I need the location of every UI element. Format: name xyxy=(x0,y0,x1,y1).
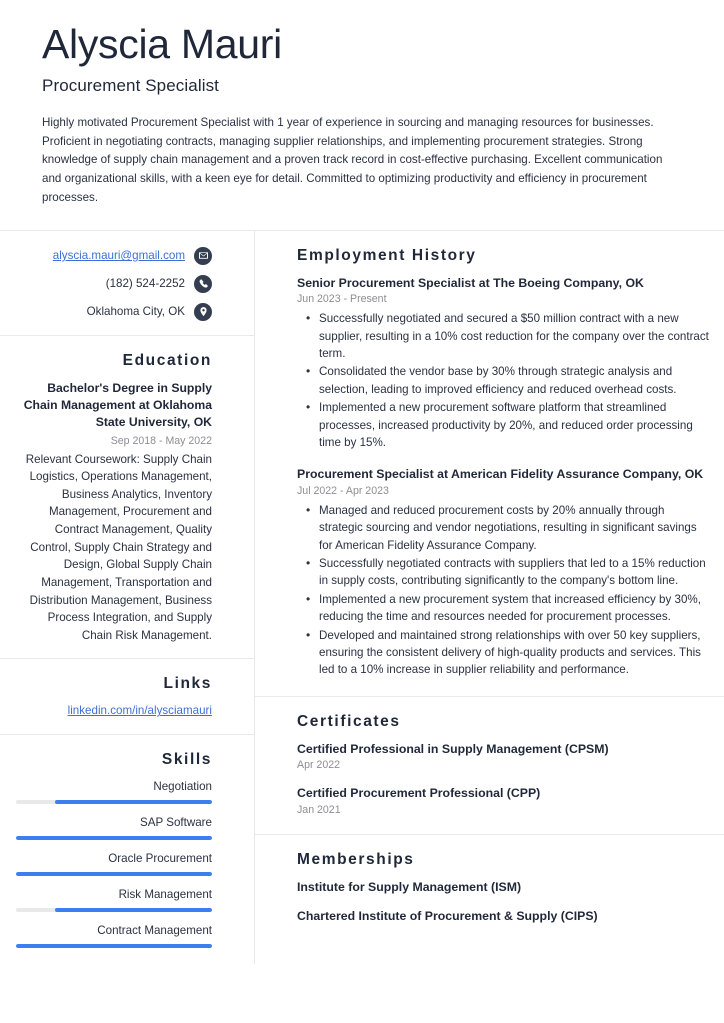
skill-bar-track xyxy=(16,836,212,840)
bullet-item: • Consolidated the vendor base by 30% through strategic analysis and selection, leading to improved efficiency and reduced overhead costs. xyxy=(319,363,710,398)
resume-header xyxy=(0,0,724,230)
resume-body xyxy=(0,231,724,964)
employment-bullets xyxy=(297,502,710,679)
skill-bar-fill xyxy=(16,872,212,876)
certificate-date: Jan 2021 xyxy=(297,803,341,816)
phone-number: (182) 524-2252 xyxy=(105,277,185,291)
contact-section xyxy=(0,231,254,336)
bullet-item: • Implemented a new procurement system that increased efficiency by 30%, reducing the time and resources needed for procurement processes. xyxy=(319,591,710,626)
employment-entry xyxy=(297,466,710,678)
page-title: Alyscia Mauri xyxy=(42,21,282,67)
certificate-entry xyxy=(297,741,710,773)
contact-row-email[interactable] xyxy=(16,247,212,265)
education-degree: Bachelor's Degree in Supply Chain Management at Oklahoma State University, OK xyxy=(23,380,212,430)
employment-entry-date: Jun 2023 - Present xyxy=(297,293,387,306)
bullet-item: • Managed and reduced procurement costs by 20% annually through strategic sourcing and vendor negotiations, resulting in significant savings for American Fidelity Assurance Company. xyxy=(319,502,710,554)
linkedin-link[interactable]: linkedin.com/in/alysciamauri xyxy=(67,704,212,718)
employment-entry-title: Senior Procurement Specialist at The Boeing Company, OK xyxy=(297,275,644,290)
skill-bar-fill xyxy=(16,836,212,840)
employment-bullets xyxy=(297,310,710,451)
links-section xyxy=(0,659,254,734)
skill-bar-track xyxy=(16,908,212,912)
skill-item xyxy=(16,851,212,876)
education-title: Education xyxy=(122,351,212,369)
certificate-entry xyxy=(297,785,710,817)
skill-label: Risk Management xyxy=(118,887,212,901)
education-description: Relevant Coursework: Supply Chain Logistics, Operations Management, Business Analytics, Inventory Management, Procurement and Contract Management, Quality Control, Supply Chain Strategy and Design, Global Supply Chain Management, Transportation and Distribution Management, Business Process Integration, and Supply Chain Risk Management. xyxy=(25,452,212,642)
education-entry xyxy=(16,380,212,645)
certificates-title: Certificates xyxy=(297,712,401,730)
memberships-section xyxy=(255,835,724,941)
envelope-icon xyxy=(194,247,212,265)
skill-item xyxy=(16,779,212,804)
skill-bar-track xyxy=(16,872,212,876)
map-pin-icon xyxy=(194,303,212,321)
membership-entry: Institute for Supply Management (ISM) xyxy=(297,879,522,894)
bullet-item: • Implemented a new procurement software platform that streamlined processes, increased productivity by 20%, and reduced order processing time by 15%. xyxy=(319,399,710,451)
skill-item xyxy=(16,923,212,948)
certificate-name: Certified Professional in Supply Management (CPSM) xyxy=(297,741,609,756)
membership-entry: Chartered Institute of Procurement & Supply (CIPS) xyxy=(297,909,598,924)
employment-title: Employment History xyxy=(297,246,477,264)
main-content xyxy=(255,231,724,941)
phone-icon xyxy=(194,275,212,293)
bullet-item: • Successfully negotiated contracts with suppliers that led to a 15% reduction in supply costs, contributing significantly to the company's bottom line. xyxy=(319,555,710,590)
skill-item xyxy=(16,887,212,912)
employment-entry xyxy=(297,275,710,452)
links-title: Links xyxy=(163,675,212,693)
skill-label: Oracle Procurement xyxy=(108,851,212,865)
link-item[interactable] xyxy=(16,703,212,719)
skill-label: Contract Management xyxy=(97,923,212,937)
skill-bar-fill xyxy=(55,800,212,804)
memberships-title: Memberships xyxy=(297,850,415,868)
education-section xyxy=(0,336,254,660)
education-date: Sep 2018 - May 2022 xyxy=(110,434,212,447)
certificate-name: Certified Procurement Professional (CPP) xyxy=(297,786,541,801)
skill-label: Negotiation xyxy=(153,779,212,793)
skill-item xyxy=(16,815,212,840)
employment-entry-title: Procurement Specialist at American Fidelity Assurance Company, OK xyxy=(297,467,704,482)
skill-list xyxy=(16,779,212,948)
skill-bar-fill xyxy=(16,944,212,948)
location-text: Oklahoma City, OK xyxy=(86,305,185,319)
bullet-item: • Developed and maintained strong relationships with over 50 key suppliers, ensuring the consistent delivery of high-quality products and services. This led to a 10% increase in supplier reliability and performance. xyxy=(319,627,710,679)
skills-title: Skills xyxy=(161,750,212,768)
skill-bar-fill xyxy=(55,908,212,912)
employment-section xyxy=(255,231,724,697)
employment-entry-date: Jul 2022 - Apr 2023 xyxy=(297,484,389,497)
skill-bar-track xyxy=(16,944,212,948)
skills-section xyxy=(0,735,254,964)
certificate-date: Apr 2022 xyxy=(297,759,340,772)
contact-row-location xyxy=(16,303,212,321)
job-title: Procurement Specialist xyxy=(42,75,219,95)
contact-row-phone xyxy=(16,275,212,293)
skill-bar-track xyxy=(16,800,212,804)
email-link[interactable]: alyscia.mauri@gmail.com xyxy=(52,249,185,263)
certificates-section xyxy=(255,697,724,835)
sidebar xyxy=(0,231,255,964)
bullet-item: • Successfully negotiated and secured a $50 million contract with a new supplier, resulting in a 10% cost reduction for the company over the contract term. xyxy=(319,310,710,362)
skill-label: SAP Software xyxy=(140,815,212,829)
professional-summary: Highly motivated Procurement Specialist with 1 year of experience in sourcing and managing resources for businesses. Proficient in negotiating contracts, managing supplier relationships, and implementing procurement strategies. Strong knowledge of supply chain management and a proven track record in cost-effective purchasing. Excellent communication and organizational skills, with a keen eye for detail. Committed to optimizing productivity and efficiency in procurement processes. xyxy=(42,115,663,205)
